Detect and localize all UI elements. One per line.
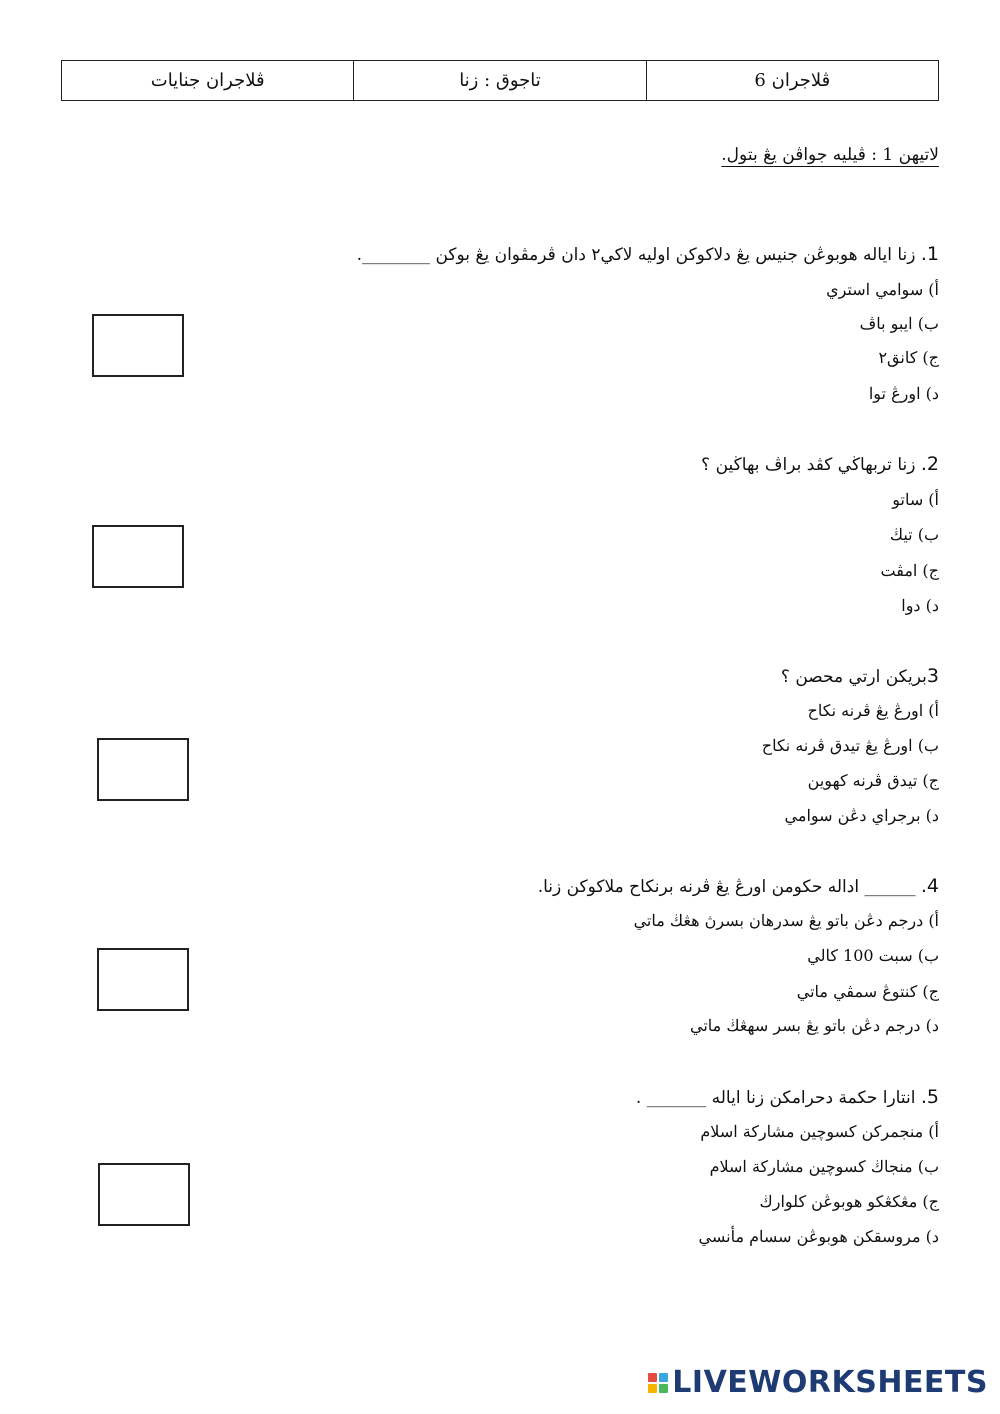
question-1 (357, 243, 939, 265)
question-3 (781, 665, 939, 687)
header-table (61, 60, 939, 101)
answer-box-1[interactable] (92, 314, 184, 377)
header-cell-topic: تاجوق : زنا (354, 61, 646, 101)
liveworksheets-logo[interactable] (648, 1365, 988, 1400)
question-number: 5. (920, 1086, 939, 1108)
answer-box-4[interactable] (97, 948, 189, 1011)
question-text: زنا اياله هوبوڠن جنيس يڠ دلاكوكن اوليه لاكي٢ دان ڤرمڤوان يڠ بوكن ________. (356, 245, 916, 265)
option-3b: ب) اورڠ يڠ تيدق ڤرنه نكاح (761, 736, 939, 755)
instruction-heading: لاتيهن 1 : ڤيليه جواڤن يڠ بتول. (721, 145, 939, 165)
question-5 (636, 1086, 939, 1108)
logo-square-green (659, 1384, 668, 1393)
logo-square-red (648, 1373, 657, 1382)
answer-box-3[interactable] (97, 738, 189, 801)
header-cell-grade: ڤلاجران 6 (646, 61, 938, 101)
answer-box-5[interactable] (98, 1163, 190, 1226)
option-3c: ج) تيدق ڤرنه كهوين (807, 771, 939, 790)
question-2 (701, 453, 939, 475)
question-number: 3 (926, 665, 939, 687)
option-4b: ب) سبت 100 كالي (807, 946, 939, 965)
option-1b: ب) ايبو باڤ (859, 314, 939, 333)
logo-text: LIVEWORKSHEETS (672, 1365, 988, 1400)
question-number: 4. (920, 875, 939, 897)
option-2c: ج) امڤت (880, 561, 939, 580)
question-text: ______ اداله حكومن اورڠ يڠ ڤرنه برنكاح ملاكوكن زنا. (537, 877, 916, 897)
option-2d: د) دوا (901, 596, 939, 615)
question-text: زنا تربهاڬي كڤد براڤ بهاڬين ؟ (701, 455, 916, 475)
option-3d: د) برجراي دڠن سوامي (784, 806, 939, 825)
header-cell-subject: ڤلاجران جنايات (62, 61, 354, 101)
option-1a: أ) سوامي استري (826, 280, 939, 299)
option-4a: أ) درجم دڠن باتو يڠ سدرهان بسرڽ هڠڬ ماتي (633, 911, 939, 930)
question-number: 2. (920, 453, 939, 475)
option-1c: ج) كانق٢ (878, 348, 939, 367)
question-text: انتارا حكمة دحرامكن زنا اياله _______ . (635, 1088, 916, 1108)
answer-box-2[interactable] (92, 525, 184, 588)
question-text: بريكن ارتي محصن ؟ (780, 667, 927, 687)
question-number: 1. (920, 243, 939, 265)
option-5d: د) مروسقكن هوبوڠن سسام مأنسي (698, 1227, 939, 1246)
option-2b: ب) تيڬ (889, 525, 939, 544)
option-4d: د) درجم دڠن باتو يڠ بسر سهڠڬ ماتي (690, 1016, 939, 1035)
option-1d: د) اورڠ توا (868, 384, 939, 403)
option-5c: ج) مڠكڠكو هوبوڠن كلوارڬ (759, 1192, 939, 1211)
option-4c: ج) كنتوڠ سمڤي ماتي (796, 982, 939, 1001)
option-2a: أ) ساتو (892, 490, 939, 509)
option-5b: ب) منجاڬ كسوچين مشاركة اسلام (709, 1157, 939, 1176)
option-3a: أ) اورڠ يڠ ڤرنه نكاح (807, 701, 939, 720)
liveworksheets-grid-icon (648, 1373, 668, 1393)
option-5a: أ) منجمركن كسوچين مشاركة اسلام (700, 1122, 939, 1141)
logo-square-blue (659, 1373, 668, 1382)
question-4 (538, 875, 939, 897)
logo-square-yellow (648, 1384, 657, 1393)
